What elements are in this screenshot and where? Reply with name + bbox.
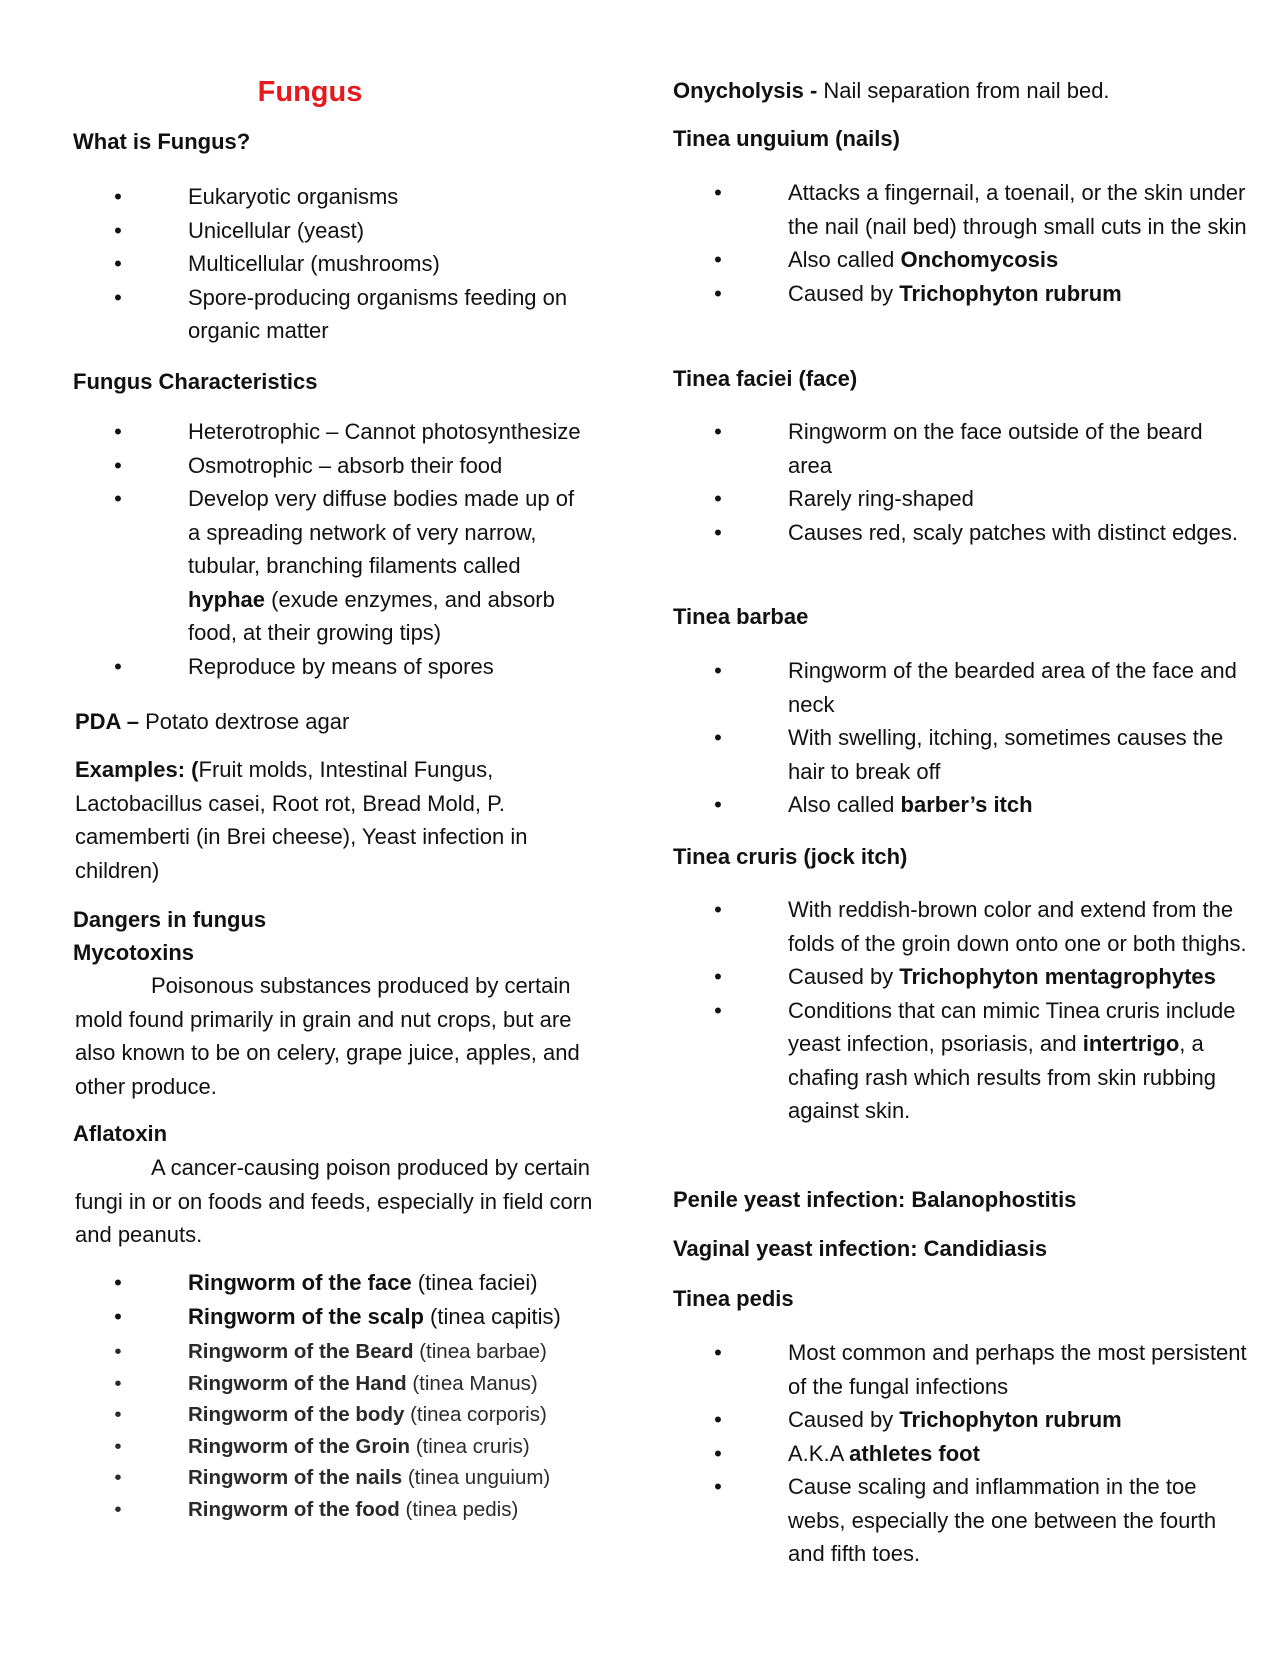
list-item: • Cause scaling and inflammation in the toe webs, especially the one between the fourth and fifth toes. <box>712 1470 1252 1571</box>
ringworm-latin: (tinea pedis) <box>399 1497 519 1521</box>
ringworm-latin: (tinea unguium) <box>402 1466 551 1489</box>
list-item: • Most common and perhaps the most persistent of the fungal infections <box>712 1336 1252 1403</box>
list-item: • With swelling, itching, sometimes causes the hair to break off <box>712 721 1252 788</box>
item-text: Develop very diffuse bodies made up of a spreading network of very narrow, tubular, branching filaments called <box>188 486 575 578</box>
list-item: • Ringworm on the face outside of the beard area <box>712 415 1252 482</box>
tinea-cruris-list <box>712 893 1268 1128</box>
mycotoxins-text: Poisonous substances produced by certain mold found primarily in grain and nut crops, but are also known to be on celery, grape juice, apples, and other produce. <box>75 973 580 1099</box>
ringworm-latin: (tinea Manus) <box>406 1371 538 1395</box>
characteristics-heading: Fungus Characteristics <box>73 369 318 394</box>
item-text: , a chafing rash which results from skin rubbing against skin. <box>788 1031 1216 1123</box>
ringworm-name: Ringworm of the face <box>188 1270 412 1295</box>
tinea-pedis-list <box>712 1336 1252 1571</box>
ringworm-name: Ringworm of the nails <box>188 1466 403 1489</box>
ringworm-name: Ringworm of the food <box>188 1497 400 1521</box>
tinea-faciei-heading: Tinea faciei (face) <box>673 366 858 391</box>
item-text: A.K.A <box>788 1440 850 1466</box>
list-item <box>112 1266 592 1300</box>
ringworm-name: Ringworm of the body <box>188 1403 405 1426</box>
list-item: • Eukaryotic organisms <box>112 180 572 214</box>
vaginal-yeast-heading: Vaginal yeast infection: Candidiasis <box>673 1236 1048 1261</box>
athletes-foot-term: athletes foot <box>849 1440 980 1466</box>
tinea-faciei-list <box>712 415 1252 549</box>
intertrigo-term: intertrigo <box>1082 1031 1180 1056</box>
tinea-barbae-list <box>712 654 1252 822</box>
tinea-barbae-heading: Tinea barbae <box>673 604 809 629</box>
list-item <box>712 1437 1252 1471</box>
trichophyton-rubrum-term: Trichophyton rubrum <box>899 1407 1122 1432</box>
list-item: • Reproduce by means of spores <box>112 650 592 684</box>
list-item <box>112 482 592 650</box>
ringworm-latin: (tinea corporis) <box>404 1403 547 1426</box>
mycotoxins-heading: Mycotoxins <box>73 940 195 965</box>
onycholysis-line <box>673 74 1233 108</box>
list-item: • Causes red, scaly patches with distinct edges. <box>712 516 1252 550</box>
trichophyton-rubrum-term: Trichophyton rubrum <box>899 280 1122 306</box>
list-item <box>712 243 1252 277</box>
list-item <box>112 1300 592 1334</box>
item-text: (exude enzymes, and absorb food, at their growing tips) <box>188 586 555 645</box>
tinea-cruris-heading: Tinea cruris (jock itch) <box>673 844 908 869</box>
list-item <box>112 1368 592 1400</box>
penile-yeast-heading: Penile yeast infection: Balanophostitis <box>673 1187 1077 1212</box>
list-item <box>712 960 1268 994</box>
tinea-pedis-heading: Tinea pedis <box>673 1286 794 1311</box>
list-item <box>712 277 1252 311</box>
ringworm-name: Ringworm of the scalp <box>188 1303 424 1329</box>
ringworm-name: Ringworm of the Hand <box>188 1371 407 1395</box>
list-item: • Attacks a fingernail, a toenail, or the skin under the nail (nail bed) through small cuts in the skin <box>712 176 1252 243</box>
list-item: • Heterotrophic – Cannot photosynthesize <box>112 415 592 449</box>
what-is-fungus-list <box>112 180 572 348</box>
item-text: Also called <box>788 792 901 817</box>
trichophyton-mentagrophytes-term: Trichophyton mentagrophytes <box>899 964 1216 989</box>
onycholysis-text: Nail separation from nail bed. <box>817 78 1110 103</box>
tinea-unguium-heading: Tinea unguium (nails) <box>673 126 900 151</box>
list-item: • Unicellular (yeast) <box>112 214 572 248</box>
document-title: Fungus <box>257 76 363 108</box>
list-item <box>712 994 1268 1128</box>
hyphae-term: hyphae <box>188 586 266 612</box>
list-item: • Ringworm of the bearded area of the face and neck <box>712 654 1252 721</box>
list-item: • Spore-producing organisms feeding on organic matter <box>112 281 572 348</box>
item-text: Conditions that can mimic Tinea cruris include yeast infection, psoriasis, and <box>788 997 1236 1056</box>
examples-text: Fruit molds, Intestinal Fungus, Lactobacillus casei, Root rot, Bread Mold, P. camemberti (in Brei cheese), Yeast infection in children) <box>75 757 528 883</box>
list-item <box>112 1462 592 1494</box>
what-is-fungus-heading: What is Fungus? <box>73 129 251 154</box>
characteristics-list <box>112 415 592 683</box>
list-item <box>112 1431 592 1463</box>
item-text: Also called <box>788 247 901 272</box>
examples-label: Examples: ( <box>75 757 199 782</box>
aflatoxin-heading: Aflatoxin <box>73 1121 168 1146</box>
item-text: Caused by <box>788 964 900 989</box>
ringworm-latin: (tinea cruris) <box>410 1434 530 1458</box>
onchomycosis-term: Onchomycosis <box>900 247 1059 272</box>
tinea-unguium-list <box>712 176 1252 310</box>
list-item <box>712 1403 1252 1437</box>
dangers-heading: Dangers in fungus <box>73 907 267 932</box>
ringworm-list <box>112 1266 592 1333</box>
aflatoxin-text: A cancer-causing poison produced by certain fungi in or on foods and feeds, especially in field corn and peanuts. <box>75 1155 593 1247</box>
examples-paragraph <box>75 753 595 887</box>
onycholysis-label: Onycholysis - <box>673 78 818 103</box>
barbers-itch-term: barber’s itch <box>900 792 1033 817</box>
list-item <box>112 1336 592 1368</box>
list-item: • Multicellular (mushrooms) <box>112 247 572 281</box>
ringworm-latin: (tinea capitis) <box>423 1303 561 1329</box>
item-text: Caused by <box>788 280 900 306</box>
ringworm-name: Ringworm of the Beard <box>188 1340 414 1363</box>
list-item <box>112 1399 592 1431</box>
item-text: Caused by <box>788 1407 900 1432</box>
list-item: • Osmotrophic – absorb their food <box>112 449 592 483</box>
pda-text: Potato dextrose agar <box>138 709 350 734</box>
list-item: • Rarely ring-shaped <box>712 482 1252 516</box>
ringworm-name: Ringworm of the Groin <box>188 1434 411 1458</box>
list-item: • With reddish-brown color and extend from the folds of the groin down onto one or both thighs. <box>712 893 1268 960</box>
ringworm-list-small <box>112 1336 592 1525</box>
pda-label: PDA – <box>75 709 139 734</box>
list-item <box>112 1494 592 1526</box>
ringworm-latin: (tinea faciei) <box>411 1270 538 1295</box>
list-item <box>712 788 1252 822</box>
ringworm-latin: (tinea barbae) <box>413 1340 547 1363</box>
pda-line <box>75 705 595 739</box>
